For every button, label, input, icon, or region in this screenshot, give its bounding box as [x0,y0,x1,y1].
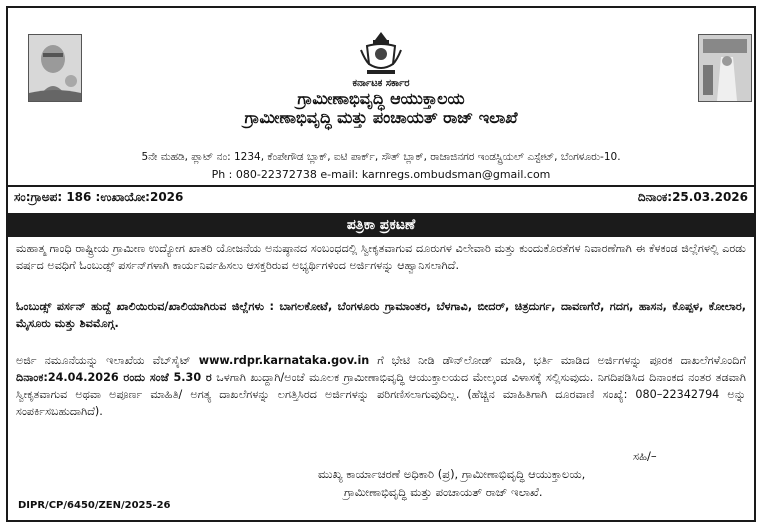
application-instructions-paragraph [16,352,746,420]
para3-text-b: ಗೆ ಭೇಟಿ ನೀಡಿ ಡೌನ್‌ಲೋಡ್ ಮಾಡಿ, ಭರ್ತಿ ಮಾಡಿದ ಅರ್ಜಿಗಳನ್ನು ಪೂರಕ ದಾಖಲೆಗಳೊಂದಿಗೆ [369,354,746,367]
dipr-code: DIPR/CP/6450/ZEN/2025-26 [18,500,171,511]
contact-info: Ph : 080-22372738 e-mail: karnregs.ombudsman@gmail.com [211,168,551,181]
department-website-link[interactable]: www.rdpr.karnataka.gov.in [198,354,370,367]
karnataka-emblem-icon [359,30,403,78]
notice-title: ಪತ್ರಿಕಾ ಪ್ರಕಟಣೆ [8,213,754,237]
signature-mark: ಸಹಿ/– [633,449,657,463]
header-divider [8,185,754,187]
notice-date: ದಿನಾಂಕ:25.03.2026 [637,190,748,204]
para3-text-a: ಅರ್ಜಿ ನಮೂನೆಯನ್ನು ಇಲಾಖೆಯ ವೆಬ್‌ಸೈಟ್ [16,354,199,367]
office-address: 5ನೇ ಮಹಡಿ, ಪ್ಲಾಟ್ ನಂ: 1234, ಕೆಂಪೇಗೌಡ ಬ್ಲಾಕ್, ಐಟಿ ಪಾರ್ಕ್, ಸೌತ್ ಬ್ಲಾಕ್, ರಾಜಾಜಿನಗರ ಇಂಡಸ್ಟ್ರಿಯಲ್ ಎಸ್ಟೇಟ್, ಬೆಂಗಳೂರು-10. [141,151,621,163]
reference-number: ಸಂ:ಗ್ರಾಅಪ: 186 :ಉಖಾಯೋ:2026 [14,190,184,204]
application-deadline: ದಿನಾಂಕ:24.04.2026 ರಂದು ಸಂಜೆ 5.30 ರ [16,371,212,384]
notice-paragraph-1: ಮಹಾತ್ಮ ಗಾಂಧಿ ರಾಷ್ಟ್ರೀಯ ಗ್ರಾಮೀಣ ಉದ್ಯೋಗ ಖಾತರಿ ಯೋಜನೆಯ ಅನುಷ್ಠಾನದ ಸಂಬಂಧದಲ್ಲಿ ಸ್ವೀಕೃತವಾಗುವ ದೂರುಗಳ ವಿಲೇವಾರಿ ಮತ್ತು ಕುಂದುಕೊರತೆಗಳ ನಿವಾರಣೆಗಾಗಿ ಈ ಕೆಳಕಂಡ ಜಿಲ್ಲೆಗಳಲ್ಲಿ ಎರಡು ವರ್ಷದ ಅವಧಿಗೆ ಓಂಬುಡ್ಸ್ ಪರ್ಸನ್‌ಗಳಾಗಿ ಕಾರ್ಯನಿರ್ವಹಿಸಲು ಆಸಕ್ತರಿರುವ ಅಭ್ಯರ್ಥಿಗಳಿಂದ ಅರ್ಜಿಗಳನ್ನು ಆಹ್ವಾನಿಸಲಾಗಿದೆ. [16,242,746,272]
government-label: ಕರ್ನಾಟಕ ಸರ್ಕಾರ [352,78,410,89]
office-name-line1: ಗ್ರಾಮೀಣಾಭಿವೃದ್ಧಿ ಆಯುಕ್ತಾಲಯ [297,89,465,108]
notice-frame [6,6,756,522]
signatory-department: ಗ್ರಾಮೀಣಾಭಿವೃದ್ಧಿ ಮತ್ತು ಪಂಚಾಯತ್ ರಾಜ್ ಇಲಾಖೆ. [344,485,543,499]
para3-text-c: ಒಳಗಾಗಿ ಖುದ್ದಾಗಿ/ಅಂಚೆ ಮೂಲಕ ಗ್ರಾಮೀಣಾಭಿವೃದ್ಧಿ ಆಯುಕ್ತಾಲಯದ ಮೇಲ್ಕಂಡ ವಿಳಾಸಕ್ಕೆ ಸಲ್ಲಿಸುವುದು. ನಿಗದಿಪಡಿಸಿದ ದಿನಾಂಕದ ನಂತರ ತಡವಾಗಿ ಸ್ವೀಕೃತವಾಗುವ ಅಥವಾ ಅಪೂರ್ಣ ಮಾಹಿತಿ/ ಅಗತ್ಯ ದಾಖಲೆಗಳನ್ನು ಲಗತ್ತಿಸಿರದ ಅರ್ಜಿಗಳನ್ನು ಪರಿಗಣಿಸಲಾಗುವುದಿಲ್ಲ. (ಹೆಚ್ಚಿನ ಮಾಹಿತಿಗಾಗಿ ದೂರವಾಣಿ ಸಂಖ್ಯೆ: 080–22342794 ಅನ್ನು ಸಂಪರ್ಕಿಸಬಹುದಾಗಿದೆ). [16,371,746,418]
signatory-designation: ಮುಖ್ಯ ಕಾರ್ಯಾಚರಣೆ ಅಧಿಕಾರಿ (ಪ್ರ), ಗ್ರಾಮೀಣಾಭಿವೃದ್ಧಿ ಆಯುಕ್ತಾಲಯ, [318,467,586,481]
office-name-line2: ಗ್ರಾಮೀಣಾಭಿವೃದ್ಧಿ ಮತ್ತು ಪಂಚಾಯತ್ ರಾಜ್ ಇಲಾಖೆ [244,108,518,127]
vacant-districts-paragraph: ಓಂಬುಡ್ಸ್ ಪರ್ಸನ್ ಹುದ್ದೆ ಖಾಲಿಯಿರುವ/ಖಾಲಿಯಾಗಿರುವ ಜಿಲ್ಲೆಗಳು : ಬಾಗಲಕೋಟೆ, ಬೆಂಗಳೂರು ಗ್ರಾಮಾಂತರ, ಬೆಳಗಾವಿ, ಬೀದರ್, ಚಿತ್ರದುರ್ಗ, ದಾವಣಗೆರೆ, ಗದಗ, ಹಾಸನ, ಕೊಪ್ಪಳ, ಕೋಲಾರ, ಮೈಸೂರು ಮತ್ತು ಶಿವಮೊಗ್ಗ. [16,300,746,330]
